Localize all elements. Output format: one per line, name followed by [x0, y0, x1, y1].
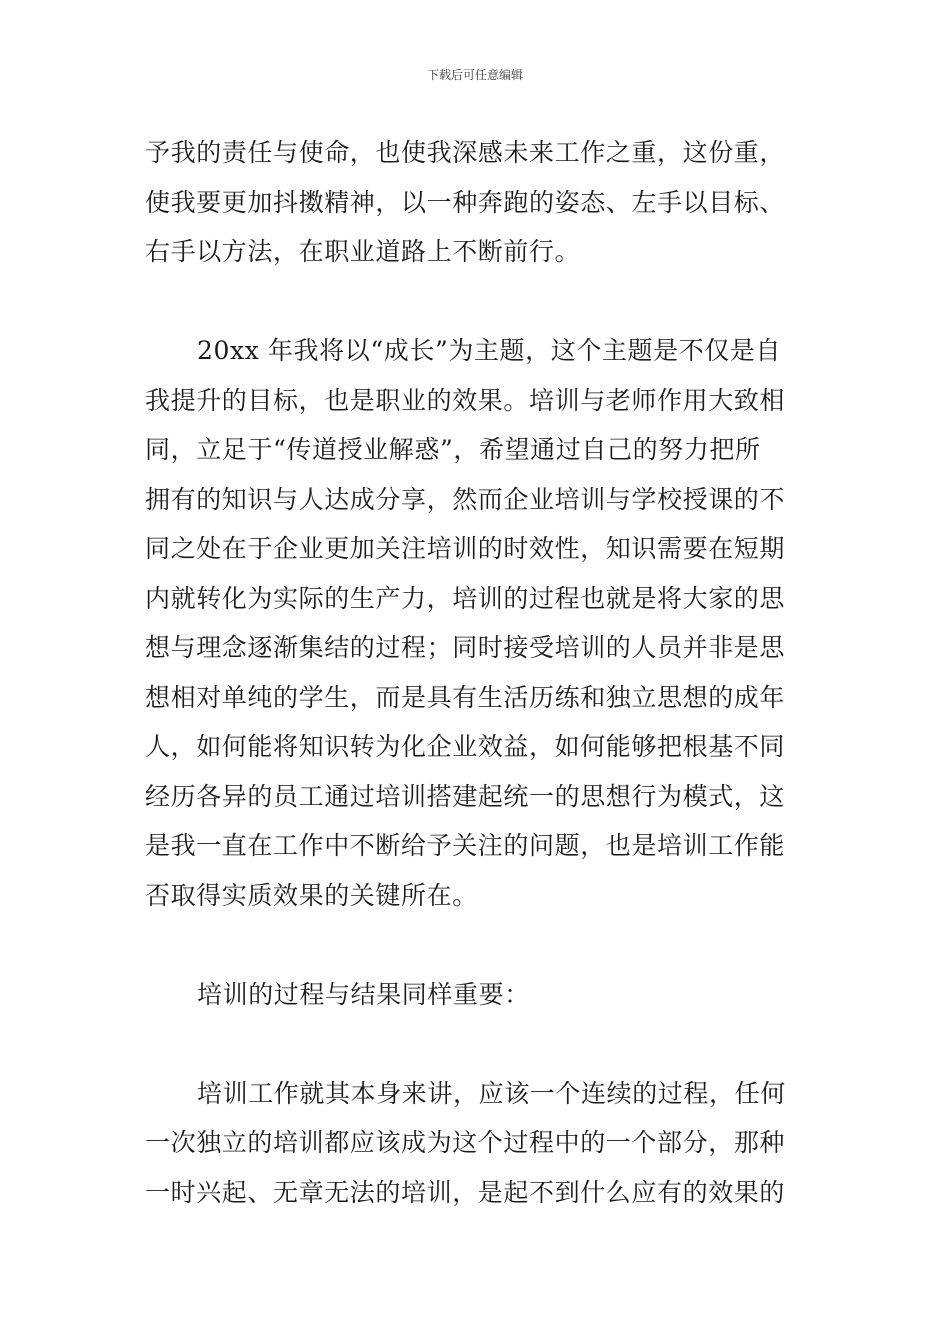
document-body — [145, 128, 810, 1217]
text-line: 是我一直在工作中不断给予关注的问题，也是培训工作能 — [145, 831, 786, 860]
paragraph-spacer — [145, 1019, 810, 1069]
text-line: 否取得实质效果的关键所在。 — [145, 880, 478, 910]
text-line: 想相对单纯的学生，而是具有生活历练和独立思想的成年 — [145, 682, 786, 712]
paragraph-4 — [145, 1069, 810, 1218]
header-note: 下载后可任意编辑 — [426, 68, 523, 82]
text-line: 人，如何能将知识转为化企业效益，如何能够把根基不同 — [145, 732, 786, 761]
paragraph-spacer — [145, 920, 810, 970]
text-line: 拥有的知识与人达成分享，然而企业培训与学校授课的不 — [145, 484, 786, 514]
text-line: 经历各异的员工通过培训搭建起统一的思想行为模式，这 — [145, 781, 786, 811]
text-line: 内就转化为实际的生产力，培训的过程也就是将大家的思 — [145, 583, 786, 613]
text-line: 培训的过程与结果同样重要： — [197, 979, 530, 1009]
text-line: 同，立足于“传道授业解惑”，希望通过自己的努力把所 — [145, 435, 761, 464]
text-line: 同之处在于企业更加关注培训的时效性，知识需要在短期 — [145, 534, 786, 563]
text-line: 想与理念逐渐集结的过程；同时接受培训的人员并非是思 — [145, 633, 786, 662]
text-line: 培训工作就其本身来讲，应该一个连续的过程，任何 — [197, 1078, 786, 1108]
text-line: 一次独立的培训都应该成为这个过程中的一个部分，那种 — [145, 1128, 786, 1157]
text-line: 一时兴起、无章无法的培训，是起不到什么应有的效果的 — [145, 1177, 786, 1207]
paragraph-spacer — [145, 277, 810, 327]
text-line: 予我的责任与使命，也使我深感未来工作之重，这份重， — [145, 138, 786, 167]
text-line: 右手以方法，在职业道路上不断前行。 — [145, 237, 581, 266]
text-line: 使我要更加抖擞精神，以一种奔跑的姿态、左手以目标、 — [145, 187, 786, 217]
text-line: 20xx 年我将以“成长”为主题，这个主题是不仅是自 — [197, 336, 782, 365]
paragraph-2 — [145, 326, 810, 920]
paragraph-3 — [145, 970, 810, 1020]
paragraph-1 — [145, 128, 810, 277]
text-line: 我提升的目标，也是职业的效果。培训与老师作用大致相 — [145, 385, 786, 415]
